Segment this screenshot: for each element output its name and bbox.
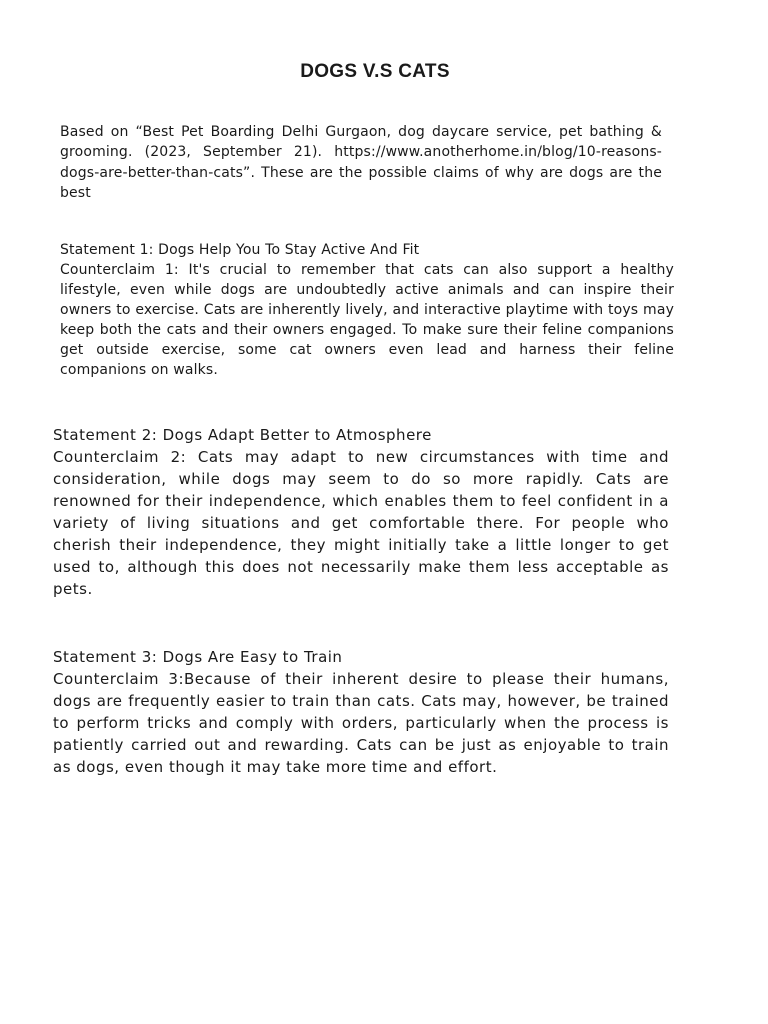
statement-1: Statement 1: Dogs Help You To Stay Active And Fit — [60, 242, 420, 258]
section-2 — [53, 424, 669, 600]
section-3 — [53, 646, 669, 778]
intro-paragraph: Based on “Best Pet Boarding Delhi Gurgaon, dog daycare service, pet bathing & grooming. (2023, September 21). https://www.anotherhome.in/blog/10-reasons-dogs-are-better-than-cats”. These are the possible claims of why are dogs are the best — [60, 124, 662, 202]
counterclaim-1: Counterclaim 1: It's crucial to remember that cats can also support a healthy lifestyle, even while dogs are undoubtedly active animals and can inspire their owners to exercise. Cats are inherently lively, and interactive playtime with toys may keep both the cats and their owners engaged. To make sure their feline companions get outside exercise, some cat owners even lead and harness their feline companions on walks. — [60, 262, 674, 378]
counterclaim-2: Counterclaim 2: Cats may adapt to new circumstances with time and consideration, while dogs may seem to do so more rapidly. Cats are renowned for their independence, which enables them to feel confident in a variety of living situations and get comfortable there. For people who cherish their independence, they might initially take a little longer to get used to, although this does not necessarily make them less acceptable as pets. — [53, 448, 669, 598]
statement-3: Statement 3: Dogs Are Easy to Train — [53, 648, 343, 666]
statement-2: Statement 2: Dogs Adapt Better to Atmosphere — [53, 426, 432, 444]
counterclaim-3: Counterclaim 3:Because of their inherent desire to please their humans, dogs are frequently easier to train than cats. Cats may, however, be trained to perform tricks and comply with orders, particularly when the process is patiently carried out and rewarding. Cats can be just as enjoyable to train as dogs, even though it may take more time and effort. — [53, 670, 669, 776]
page-title: DOGS V.S CATS — [300, 61, 450, 82]
section-1 — [60, 240, 674, 380]
